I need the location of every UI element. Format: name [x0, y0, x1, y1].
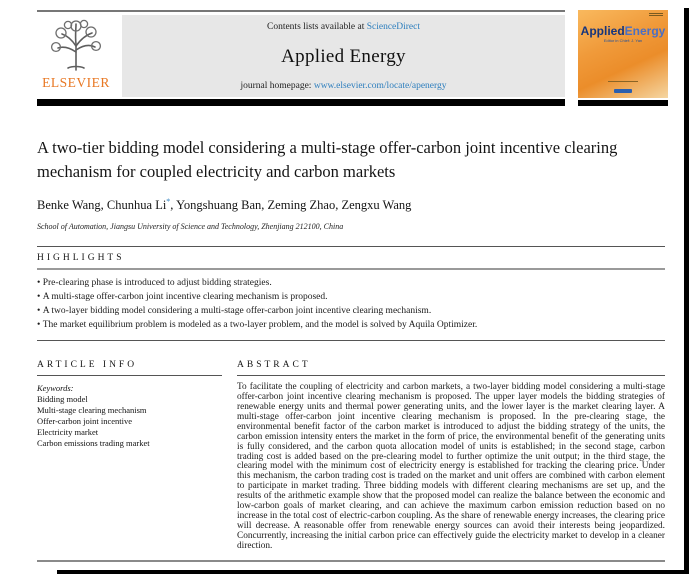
page-frame-bottom [57, 570, 689, 574]
highlights-section [37, 246, 665, 341]
journal-title: Applied Energy [281, 45, 406, 67]
highlight-item: • A multi-stage offer-carbon joint incentive clearing mechanism is proposed. [37, 290, 665, 304]
contents-line-prefix: Contents lists available at [266, 22, 367, 32]
highlights-list [37, 276, 665, 332]
abstract-text: To facilitate the coupling of electricity and carbon markets, a two-layer bidding model considering a multi-stage offer-carbon joint incentive clearing mechanism is proposed. The upper layer models the bidding strategies of renewable energy units and thermal power generating units, and the lower layer is the market clearing layer. A multi-stage offer-carbon joint incentive clearing mechanism is proposed. In the pre-clearing stage, the environmental benefit factor of the carbon market is introduced to adjust the bidding strategy of the units, the carbon emission intensity enters the market in the form of price, the environmental benefit of the generating units is fully considered, and the carbon quota allocation model of units is established; in the second stage, carbon trading cost is added based on the pre-clearing model to further optimize the unit output; in the third stage, the clearing model with the minimum cost of electricity energy is established for tracking the clearing price. Under this mechanism, the carbon trading cost is traded on the market and unit offers are combined with carbon element to participate in market trading. Three bidding models with different clearing mechanisms are set up, and the results of the arithmetic example show that the proposed model can realize the balance between the economic and low-carbon goals of market clearing, and can achieve the maximum carbon emission reduction based on no increase in the total cost of electric-carbon coupling. As the share of renewable energy increases, the clearing price will decrease. A reasonable offer from renewable energy sources can avoid their interests being jeopardized. Concurrently, increasing the initial carbon price can effectively guide the electricity market to develop in a cleaner direction. [237, 382, 665, 551]
homepage-line [122, 81, 565, 91]
elsevier-logo-text: ELSEVIER [42, 75, 110, 90]
cover-footer-marks [578, 69, 668, 87]
cover-black-bar [578, 100, 668, 106]
abstract-heading: ABSTRACT [237, 360, 311, 371]
keyword-item: Offer-carbon joint incentive [37, 416, 133, 427]
highlights-top-rule [37, 246, 665, 247]
article-title: A two-tier bidding model considering a multi-stage offer-carbon joint incentive clearing mechanism for coupled electricity and carbon markets [37, 138, 618, 181]
elsevier-tree-icon [48, 16, 104, 74]
keyword-item: Carbon emissions trading market [37, 438, 150, 449]
contents-line [122, 22, 565, 32]
journal-homepage-link[interactable]: www.elsevier.com/locate/apenergy [313, 81, 447, 91]
highlights-heading: HIGHLIGHTS [37, 253, 125, 264]
corresponding-author-mark[interactable]: * [166, 197, 171, 206]
cover-subtitle: Editor in Chief: J. Yan [603, 38, 643, 43]
keyword-item: Electricity market [37, 427, 99, 438]
abstract-column [237, 354, 665, 551]
keyword-item: Bidding model [37, 394, 88, 405]
highlight-item: • The market equilibrium problem is modeled as a two-layer problem, and the model is solved by Aquila Optimizer. [37, 318, 665, 332]
highlights-bottom-rule [37, 340, 665, 341]
highlight-item: • Pre-clearing phase is introduced to adjust bidding strategies. [37, 276, 665, 290]
highlight-item: • A two-layer bidding model considering a multi-stage offer-carbon joint incentive clearing mechanism. [37, 304, 665, 318]
cover-corner-marks [649, 13, 663, 17]
page-frame-right [684, 8, 689, 574]
header-black-bar [37, 99, 565, 106]
highlights-heading-rule [37, 268, 665, 270]
cover-masthead [578, 24, 668, 38]
keyword-item: Multi-stage clearing mechanism [37, 405, 147, 416]
footer-rule [37, 560, 665, 562]
info-abstract-section [37, 354, 665, 551]
article-info-heading: ARTICLE INFO [37, 360, 138, 371]
affiliation: School of Automation, Jiangsu University of Science and Technology, Zhenjiang 212100, China [37, 222, 344, 232]
elsevier-logo[interactable] [37, 16, 115, 91]
article-info-rule [37, 375, 222, 376]
homepage-prefix: journal homepage: [240, 81, 314, 91]
header-top-rule [37, 10, 565, 12]
author-line [37, 197, 665, 213]
cover-title-applied: Applied [580, 24, 625, 38]
article-body [37, 136, 665, 552]
cover-title-energy: Energy [624, 24, 666, 38]
abstract-rule [237, 375, 665, 376]
authors-part1: Benke Wang, Chunhua Li [37, 198, 167, 213]
sciencedirect-link[interactable]: ScienceDirect [366, 22, 420, 32]
keywords-label: Keywords: [37, 383, 74, 394]
authors-part2: , Yongshuang Ban, Zeming Zhao, Zengxu Wang [170, 198, 412, 213]
article-info-column [37, 354, 222, 551]
cover-publisher-chip [614, 89, 632, 93]
journal-header-band [122, 15, 565, 97]
journal-cover-thumbnail[interactable] [578, 10, 668, 98]
